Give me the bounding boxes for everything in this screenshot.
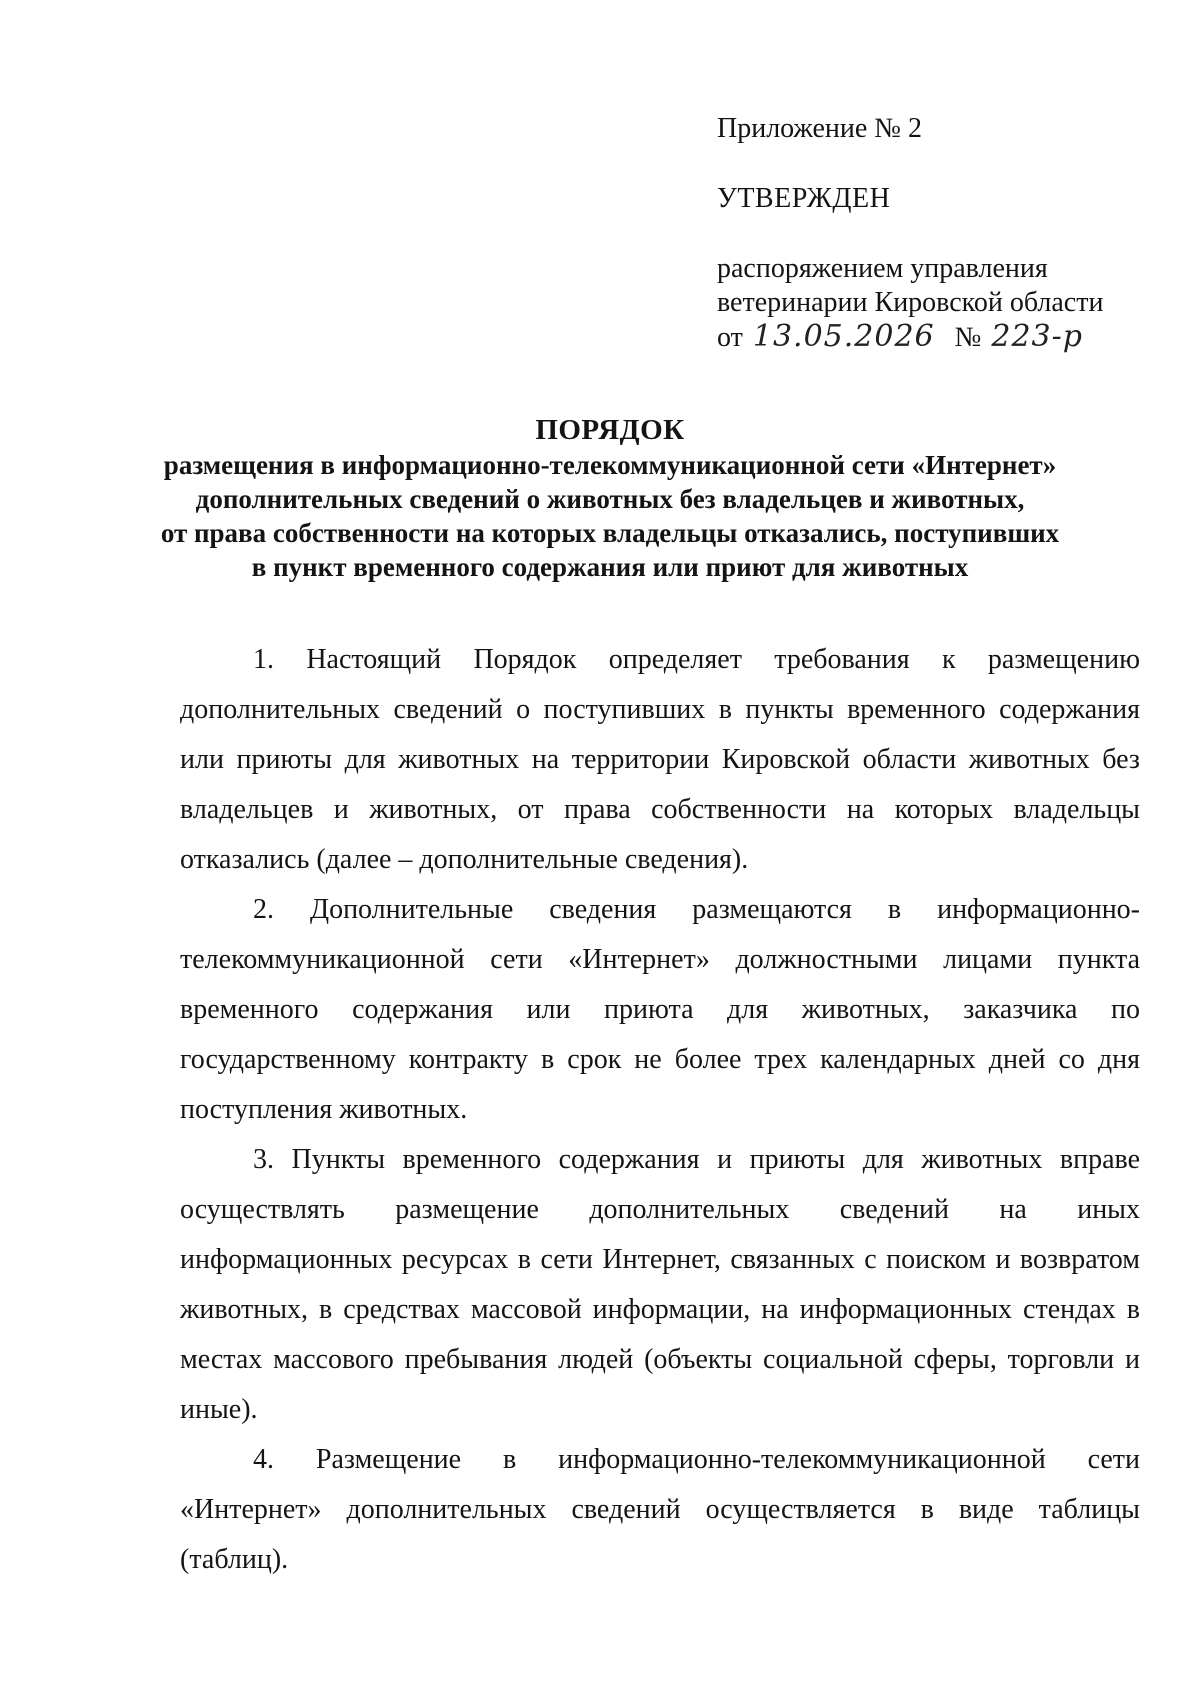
approved-by-line-1: распоряжением управления: [717, 253, 1048, 284]
decree-date-number-line: [717, 320, 1157, 355]
paragraph-3: 3. Пункты временного содержания и приюты для животных вправе осуществлять размещение дополнительных сведений на иных информационных ресурсах в сети Интернет, связанных с поиском и возвратом животных, в средствах массовой информации, на информационных стендах в местах массового пребывания людей (объекты социальной сферы, торговли и иные).: [180, 1144, 1140, 1425]
subtitle-line: от права собственности на которых владельцы отказались, поступивших: [160, 518, 1060, 548]
document-title-block: [150, 412, 1070, 584]
paragraph-1: 1. Настоящий Порядок определяет требования к размещению дополнительных сведений о поступивших в пункты временного содержания или приюты для животных на территории Кировской области животных без владельцев и животных, от права собственности на которых владельцы отказались (далее – дополнительные сведения).: [180, 644, 1140, 875]
approved-label: УТВЕРЖДЕН: [717, 183, 891, 214]
number-prefix: №: [954, 322, 982, 353]
handwritten-date: 13.05.2026: [752, 319, 935, 354]
handwritten-number: 223-р: [991, 319, 1083, 354]
document-body: [180, 635, 1140, 1585]
subtitle-line: дополнительных сведений о животных без владельцев и животных,: [195, 484, 1025, 514]
paragraph-2: 2. Дополнительные сведения размещаются в информационно-телекоммуникационной сети «Интернет» должностными лицами пункта временного содержания или приюта для животных, заказчика по государственному контракту в срок не более трех календарных дней со дня поступления животных.: [180, 894, 1140, 1125]
subtitle-line: размещения в информационно-телекоммуникационной сети «Интернет»: [163, 450, 1057, 480]
document-heading: ПОРЯДОК: [535, 414, 685, 446]
paragraph-4: 4. Размещение в информационно-телекоммуникационной сети «Интернет» дополнительных сведений осуществляется в виде таблицы (таблиц).: [180, 1444, 1140, 1575]
approved-by-line-2: ветеринарии Кировской области: [717, 287, 1104, 318]
appendix-label: Приложение № 2: [717, 113, 922, 144]
date-prefix: от: [717, 322, 743, 353]
document-subtitle: [150, 448, 1070, 584]
subtitle-line: в пункт временного содержания или приют для животных: [251, 552, 969, 582]
approval-stamp-block: [717, 112, 1157, 355]
